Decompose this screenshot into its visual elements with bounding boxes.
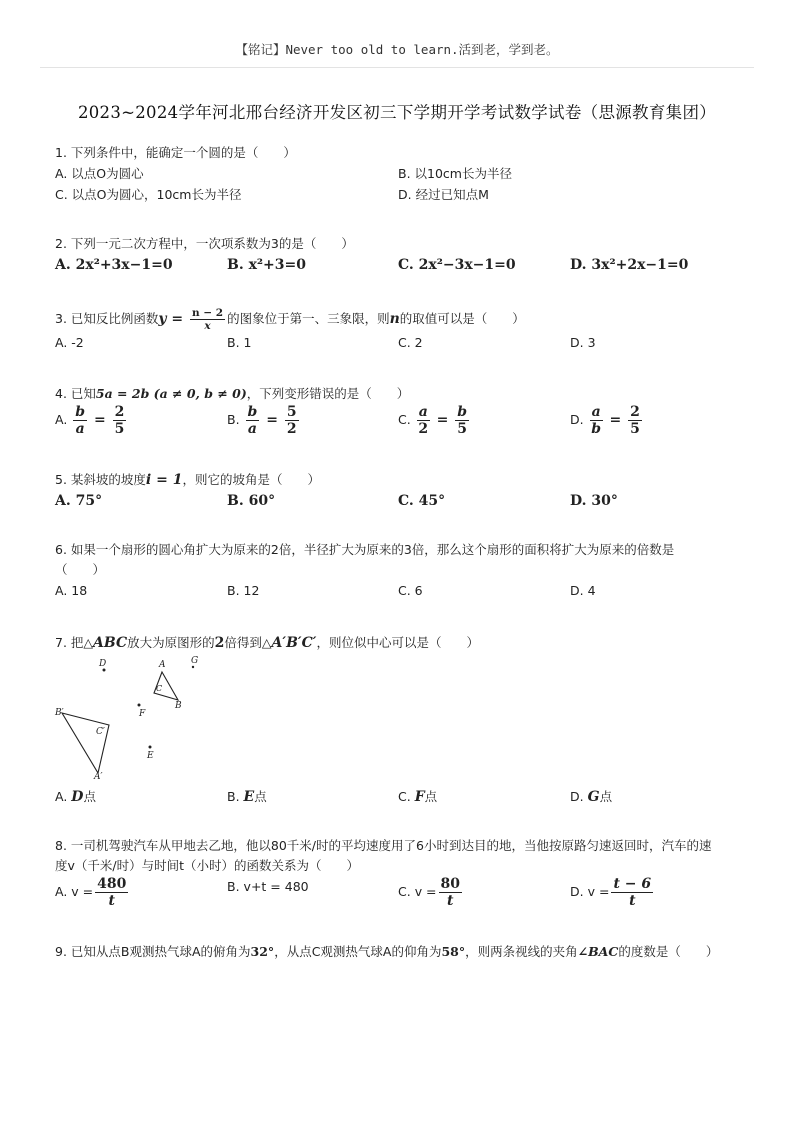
question-stem: 9. 已知从点B观测热气球A的俯角为32°，从点C观测热气球A的仰角为58°，则两条视线的夹角∠BAC的度数是（ ） bbox=[55, 944, 719, 959]
label-f: F bbox=[139, 709, 146, 719]
options-row bbox=[55, 404, 745, 446]
point-g bbox=[192, 666, 194, 668]
option-b: B. 以10cm长为半径 bbox=[398, 166, 512, 181]
options-row bbox=[55, 580, 745, 602]
question-3 bbox=[55, 306, 745, 354]
option-b: B. E点 bbox=[227, 789, 267, 805]
option-d: D. 30° bbox=[570, 493, 618, 509]
label-b: B bbox=[175, 701, 182, 711]
similarity-figure bbox=[50, 655, 210, 785]
option-d: D. 经过已知点M bbox=[398, 187, 489, 202]
question-stem: 4. 已知5a = 2b (a ≠ 0, b ≠ 0)，下列变形错误的是（ ） bbox=[55, 386, 410, 401]
option-a: A. 以点O为圆心 bbox=[55, 166, 144, 181]
options-row bbox=[55, 786, 745, 808]
question-4 bbox=[55, 384, 745, 446]
question-stem: 3. 已知反比例函数y = $\frac{n - 2}{x}$ 的图象位于第一、三象限，则n的取值可以是（ ） bbox=[55, 307, 525, 332]
option-b: B. v+t = 480 bbox=[227, 879, 309, 894]
point-e bbox=[149, 746, 152, 749]
question-5 bbox=[55, 470, 745, 512]
label-c-prime: C′ bbox=[96, 727, 105, 737]
question-2 bbox=[55, 234, 745, 276]
question-7 bbox=[55, 633, 745, 653]
option-a: A. 2x²+3x−1=0 bbox=[55, 257, 173, 273]
option-d: D. 4 bbox=[570, 583, 596, 598]
label-b-prime: B′ bbox=[55, 708, 64, 718]
page-motto: 【铭记】Never too old to learn.活到老，学到老。 bbox=[235, 42, 559, 57]
label-d: D bbox=[99, 659, 107, 669]
label-e: E bbox=[147, 751, 154, 761]
option-a: A. -2 bbox=[55, 335, 84, 350]
question-stem: 6. 如果一个扇形的圆心角扩大为原来的2倍，半径扩大为原来的3倍，那么这个扇形的面积将扩大为原来的倍数是 bbox=[55, 542, 675, 557]
option-d: D. 3 bbox=[570, 335, 596, 350]
question-stem-cont: （ ） bbox=[55, 562, 106, 577]
options-row bbox=[55, 332, 745, 354]
option-c: C. 2 bbox=[398, 335, 423, 350]
option-d: D. $\frac{a}{b}$ = $\frac{2}{5}$ bbox=[570, 404, 640, 437]
options-row-1 bbox=[55, 163, 745, 184]
question-stem-cont: 度v（千米/时）与时间t（小时）的函数关系为（ ） bbox=[55, 858, 360, 873]
exam-title: 2023~2024学年河北邢台经济开发区初三下学期开学考试数学试卷（思源教育集团） bbox=[77, 103, 717, 122]
question-1 bbox=[55, 143, 745, 205]
point-f bbox=[138, 704, 141, 707]
label-a-prime: A′ bbox=[94, 772, 103, 782]
question-stem: 2. 下列一元二次方程中，一次项系数为3的是（ ） bbox=[55, 236, 354, 251]
option-c: C. F点 bbox=[398, 789, 438, 805]
option-a: A. 75° bbox=[55, 493, 103, 509]
question-stem: 1. 下列条件中，能确定一个圆的是（ ） bbox=[55, 145, 296, 160]
question-stem: 5. 某斜坡的坡度i = 1，则它的坡角是（ ） bbox=[55, 472, 320, 488]
option-d: D. G点 bbox=[570, 789, 613, 805]
question-stem: 7. 把△ABC放大为原图形的2倍得到△A′B′C′，则位似中心可以是（ ） bbox=[55, 635, 479, 651]
options-row bbox=[55, 876, 745, 920]
label-c: C bbox=[156, 684, 163, 693]
options-row bbox=[55, 490, 745, 512]
option-a: A. 18 bbox=[55, 583, 88, 598]
triangle-abc-prime bbox=[62, 713, 109, 773]
question-stem: 8. 一司机驾驶汽车从甲地去乙地，他以80千米/时的平均速度用了6小时到达目的地，当他按原路匀速返回时，汽车的速 bbox=[55, 838, 712, 853]
option-b: B. 12 bbox=[227, 583, 260, 598]
option-b: B. $\frac{b}{a}$ = $\frac{5}{2}$ bbox=[227, 404, 297, 437]
option-b: B. 1 bbox=[227, 335, 252, 350]
option-d: D. 3x²+2x−1=0 bbox=[570, 257, 689, 273]
option-c: C. 2x²−3x−1=0 bbox=[398, 257, 516, 273]
header-divider bbox=[40, 67, 754, 68]
label-g: G bbox=[191, 656, 199, 666]
label-a: A bbox=[159, 660, 166, 670]
fraction: $\frac{n - 2}{x}$ bbox=[192, 307, 224, 332]
options-row bbox=[55, 254, 745, 276]
options-row-2 bbox=[55, 184, 745, 205]
option-b: B. x²+3=0 bbox=[227, 257, 307, 273]
option-a: A. D点 bbox=[55, 789, 96, 805]
option-d: D. v = $\frac{t - 6}{t}$ bbox=[570, 876, 652, 909]
question-6 bbox=[55, 540, 745, 602]
option-b: B. 60° bbox=[227, 493, 276, 509]
option-c: C. v = $\frac{80}{t}$ bbox=[398, 876, 461, 909]
question-8 bbox=[55, 836, 745, 920]
question-9 bbox=[55, 942, 745, 962]
option-c: C. 45° bbox=[398, 493, 446, 509]
option-c: C. 以点O为圆心，10cm长为半径 bbox=[55, 187, 242, 202]
option-c: C. 6 bbox=[398, 583, 423, 598]
option-c: C. $\frac{a}{2}$ = $\frac{b}{5}$ bbox=[398, 404, 468, 437]
question-7-options bbox=[55, 786, 745, 808]
option-a: A. $\frac{b}{a}$ = $\frac{2}{5}$ bbox=[55, 404, 125, 437]
option-a: A. v = $\frac{480}{t}$ bbox=[55, 876, 127, 909]
